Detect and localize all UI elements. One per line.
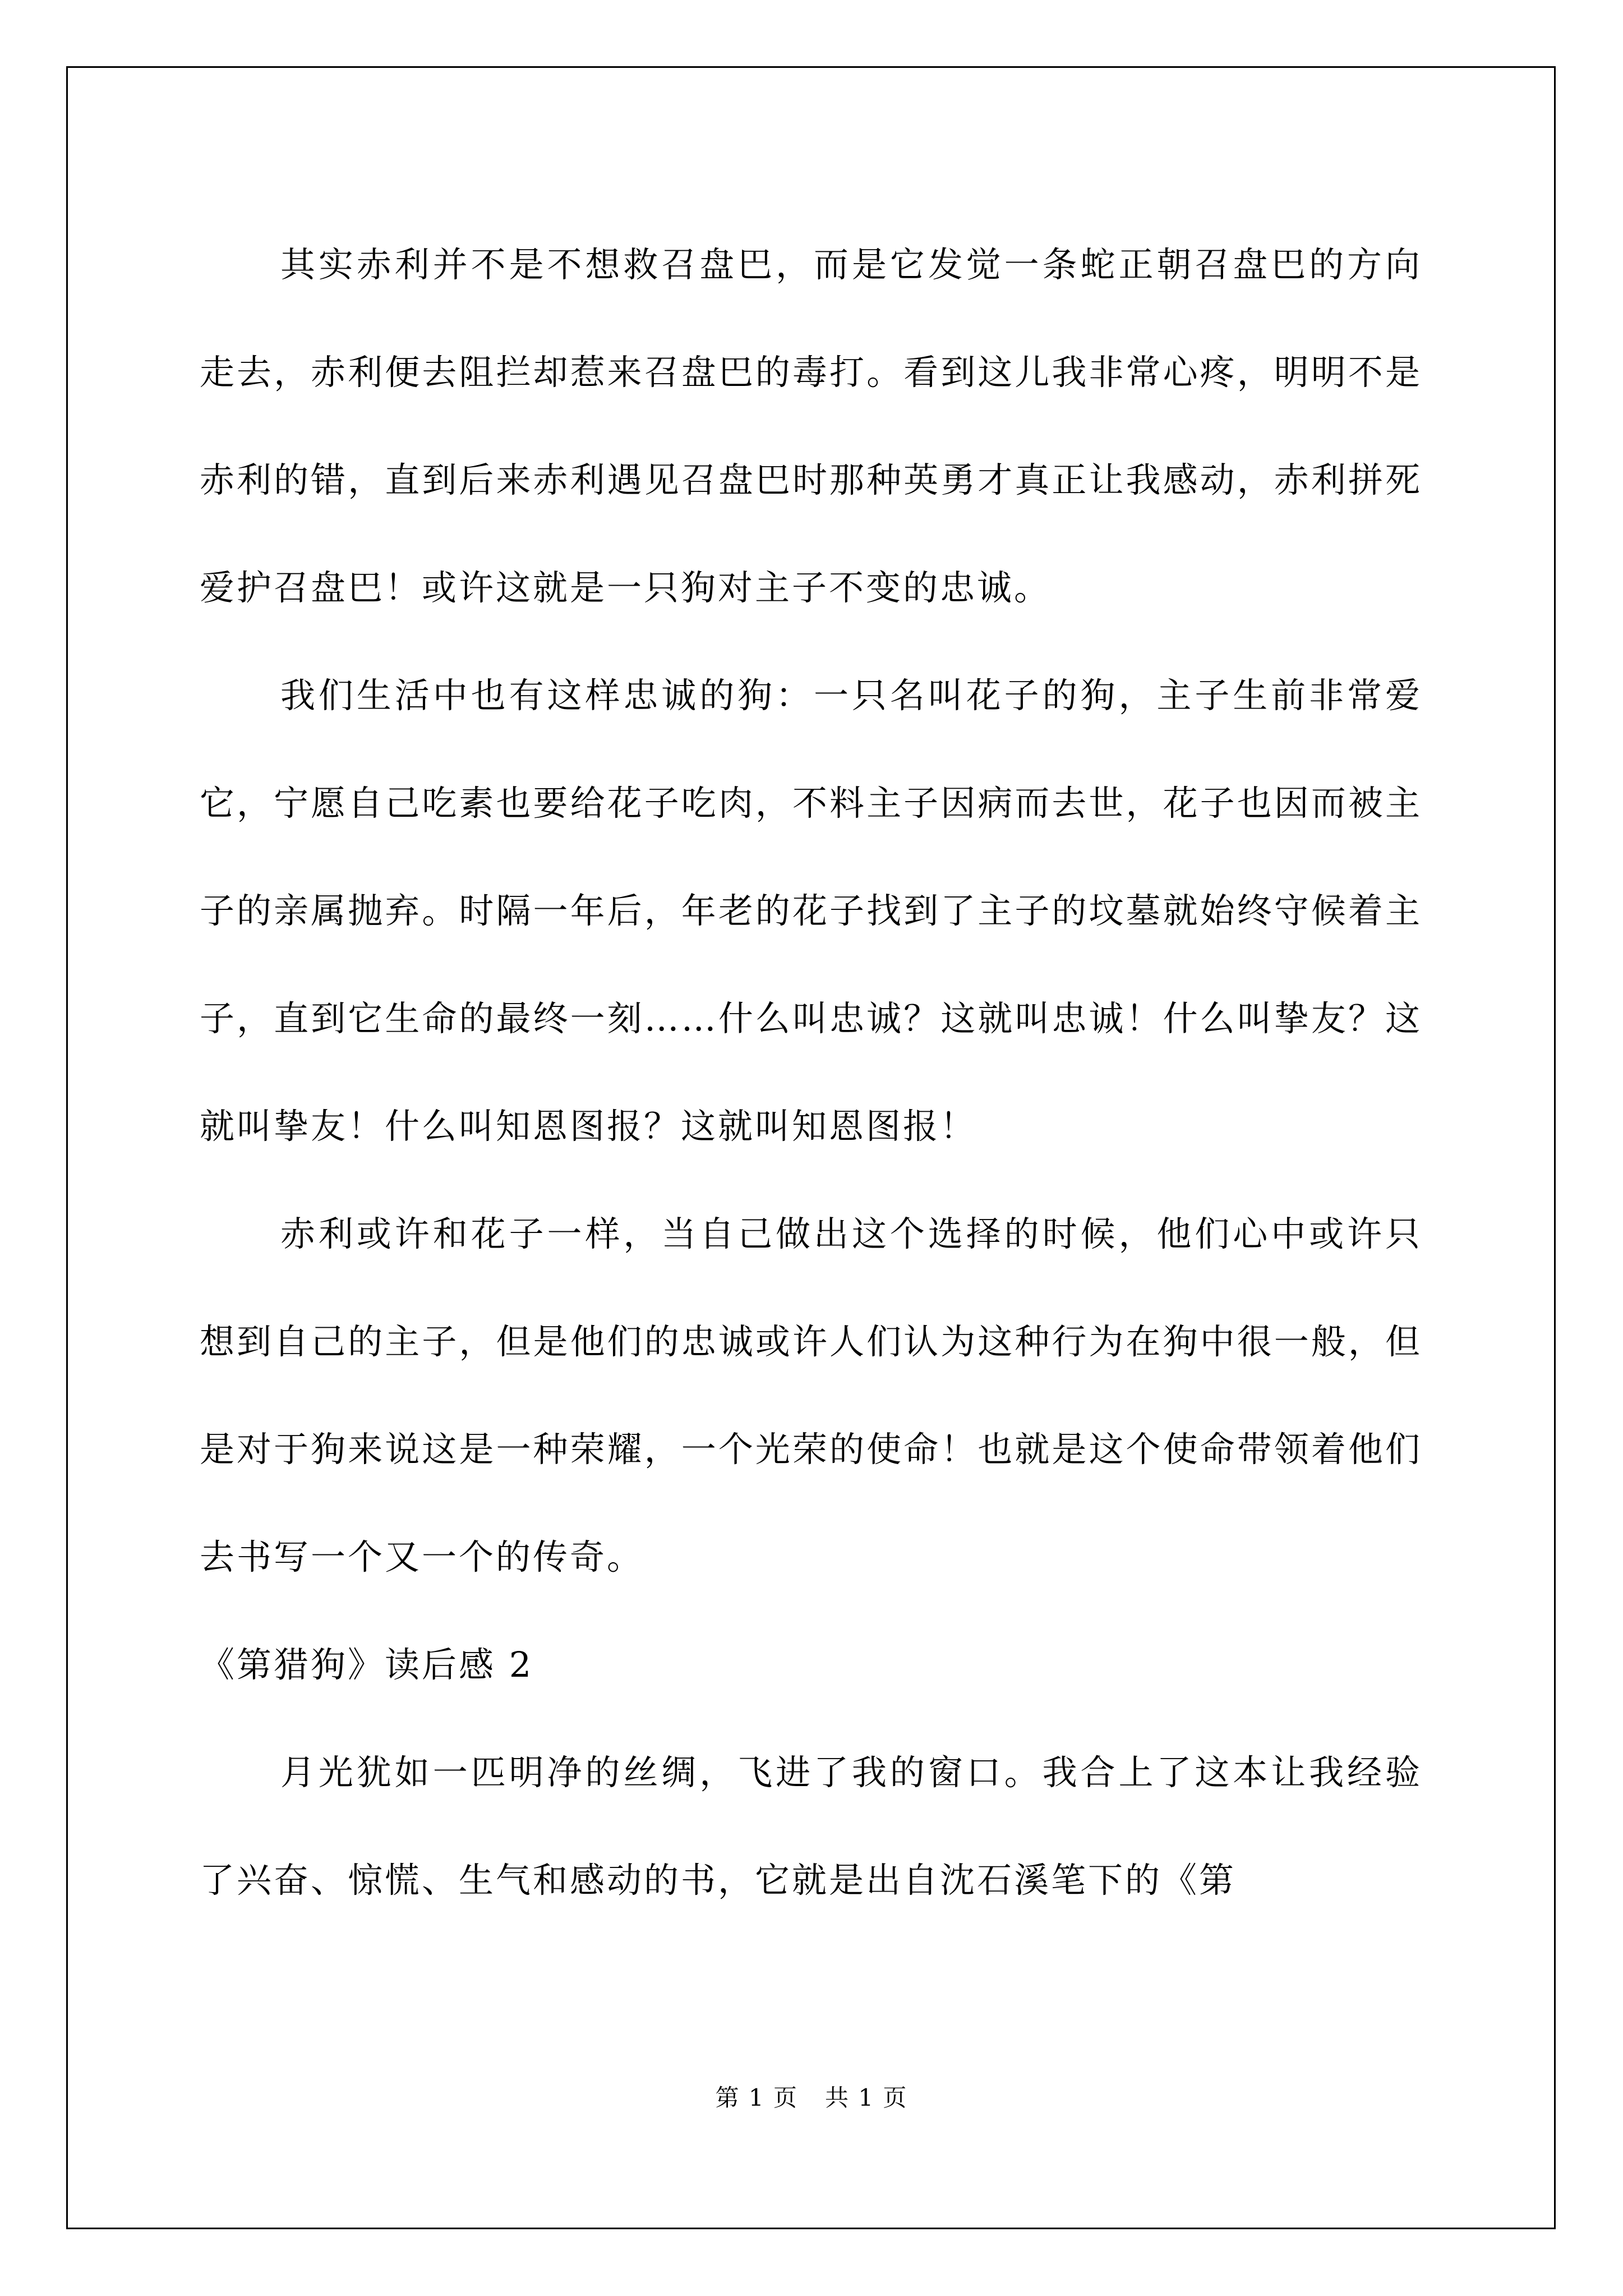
paragraph-3: 赤利或许和花子一样，当自己做出这个选择的时候，他们心中或许只想到自己的主子，但是他们的忠诚或许人们认为这种行为在狗中很一般，但是对于狗来说这是一种荣耀，一个光荣的使命！也就是这个使命带领着他们去书写一个又一个的传奇。 [200, 1213, 1422, 1577]
paragraph-2: 我们生活中也有这样忠诚的狗：一只名叫花子的狗，主子生前非常爱它，宁愿自己吃素也要给花子吃肉，不料主子因病而去世，花子也因而被主子的亲属抛弃。时隔一年后，年老的花子找到了主子的坟墓就始终守候着主子，直到它生命的最终一刻……什么叫忠诚？这就叫忠诚！什么叫挚友？这就叫挚友！什么叫知恩图报？这就叫知恩图报！ [200, 675, 1422, 1147]
page-total: 共 1 页 [825, 2084, 908, 2111]
paragraph-4: 月光犹如一匹明净的丝绸，飞进了我的窗口。我合上了这本让我经验了兴奋、惊慌、生气和感动的书，它就是出自沈石溪笔下的《第 [200, 1752, 1422, 1901]
document-body [200, 211, 1422, 1934]
page-footer [0, 2081, 1623, 2115]
section-heading: 《第猎狗》读后感 2 [200, 1644, 534, 1685]
page-number: 第 1 页 [715, 2084, 798, 2111]
paragraph-1: 其实赤利并不是不想救召盘巴，而是它发觉一条蛇正朝召盘巴的方向走去，赤利便去阻拦却惹来召盘巴的毒打。看到这儿我非常心疼，明明不是赤利的错，直到后来赤利遇见召盘巴时那种英勇才真正让我感动，赤利拼死爱护召盘巴！或许这就是一只狗对主子不变的忠诚。 [200, 244, 1422, 608]
